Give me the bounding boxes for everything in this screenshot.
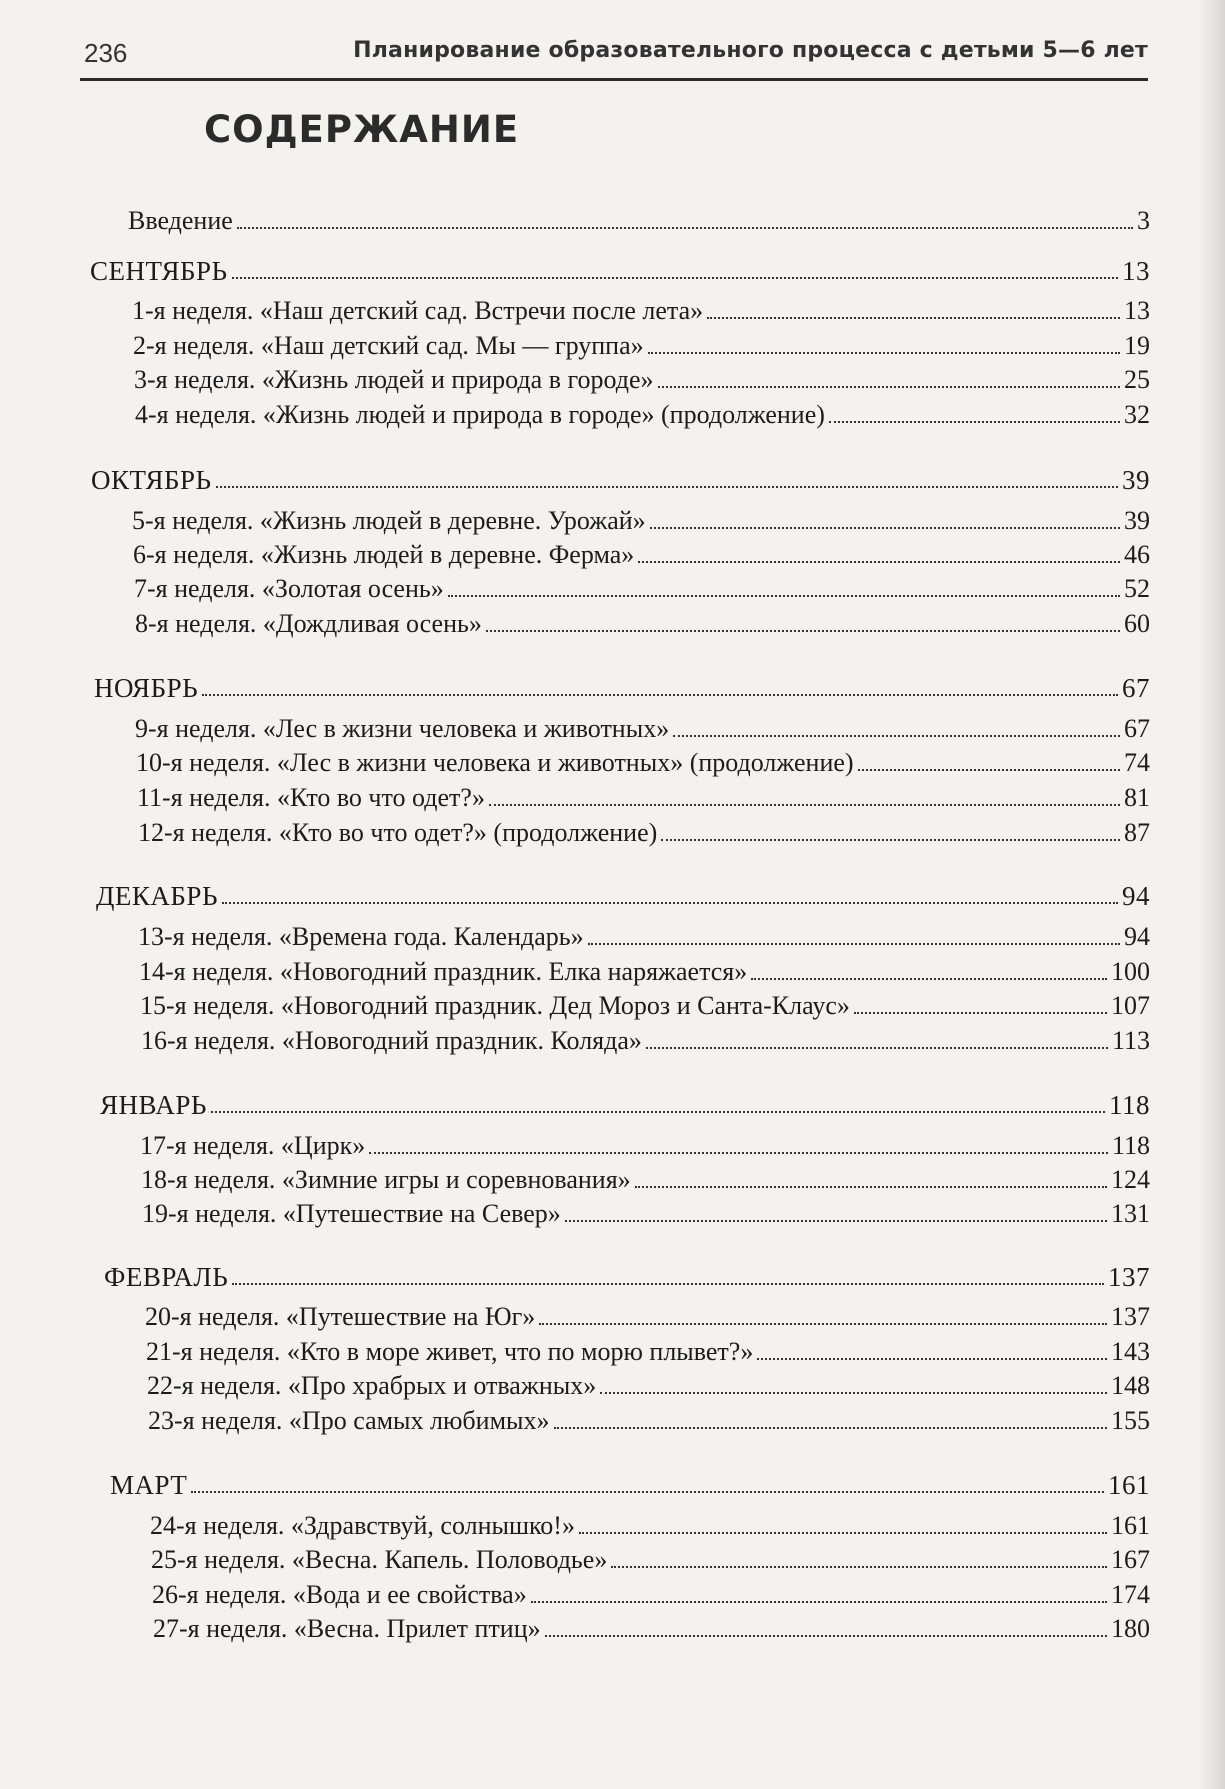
dot-leader [707,317,1120,319]
toc-entry-label: 11-я неделя. «Кто во что одет?» [137,783,485,812]
toc-entry-page: 25 [1124,365,1150,394]
toc-entry-label: 24-я неделя. «Здравствуй, солнышко!» [150,1511,575,1540]
toc-month-label: МАРТ [110,1470,188,1500]
dot-leader [858,769,1120,771]
toc-entry-intro[interactable] [128,206,1150,236]
dot-leader [611,1566,1107,1568]
toc-month-page: 118 [1109,1090,1150,1120]
toc-entry-week[interactable] [140,991,1150,1021]
toc-entry-page: 39 [1124,506,1150,535]
dot-leader [486,630,1120,632]
toc-month-label: ОКТЯБРЬ [91,465,212,495]
toc-entry-label: 20-я неделя. «Путешествие на Юг» [145,1302,536,1331]
toc-entry-week[interactable] [150,1511,1150,1541]
toc-entry-page: 161 [1111,1511,1150,1540]
toc-entry-week[interactable] [132,506,1150,536]
toc-entry-label: 10-я неделя. «Лес в жизни человека и животных» (продолжение) [136,748,854,777]
toc-entry-week[interactable] [133,540,1150,570]
toc-entry-page: 46 [1124,540,1150,569]
toc-month-page: 39 [1122,465,1150,495]
dot-leader [565,1220,1107,1222]
toc-entry-label: 17-я неделя. «Цирк» [140,1131,366,1160]
toc-entry-label: 6-я неделя. «Жизнь людей в деревне. Ферма» [133,540,635,569]
toc-month-page: 13 [1122,256,1150,286]
toc-entry-week[interactable] [148,1406,1150,1436]
toc-entry-page: 52 [1124,574,1150,603]
toc-entry-week[interactable] [146,1337,1150,1367]
dot-leader [757,1358,1107,1360]
toc-entry-week[interactable] [151,1545,1150,1575]
toc-entry-week[interactable] [134,365,1150,395]
toc-entry-label: 14-я неделя. «Новогодний праздник. Елка наряжается» [139,957,748,986]
dot-leader [191,1491,1104,1493]
dot-leader [545,1635,1107,1637]
toc-entry-week[interactable] [134,574,1150,604]
toc-month-6[interactable] [110,1470,1150,1500]
toc-entry-page: 148 [1111,1371,1150,1400]
toc-entry-week[interactable] [152,1580,1150,1610]
toc-entry-page: 81 [1124,783,1150,812]
toc-entry-label: 21-я неделя. «Кто в море живет, что по морю плывет?» [146,1337,754,1366]
dot-leader [232,277,1119,279]
toc-entry-page: 143 [1111,1337,1150,1366]
toc-entry-label: 18-я неделя. «Зимние игры и соревнования» [141,1165,631,1194]
toc-month-1[interactable] [91,465,1150,495]
toc-entry-week[interactable] [132,296,1150,326]
toc-entry-label: 26-я неделя. «Вода и ее свойства» [152,1580,527,1609]
dot-leader [489,804,1120,806]
toc-entry-week[interactable] [141,1165,1150,1195]
toc-entry-label: 5-я неделя. «Жизнь людей в деревне. Урожай» [132,506,646,535]
toc-entry-week[interactable] [141,1026,1150,1056]
toc-month-label: СЕНТЯБРЬ [90,256,228,286]
toc-entry-page: 19 [1124,331,1150,360]
toc-entry-page: 113 [1111,1026,1150,1055]
toc-entry-label: 7-я неделя. «Золотая осень» [134,574,444,603]
toc-entry-week[interactable] [145,1302,1150,1332]
dot-leader [579,1532,1107,1534]
toc-entry-label: 2-я неделя. «Наш детский сад. Мы — группа» [133,331,644,360]
toc-month-label: ДЕКАБРЬ [96,881,218,911]
dot-leader [554,1427,1108,1429]
toc-entry-label: 12-я неделя. «Кто во что одет?» (продолжение) [138,818,658,847]
dot-leader [588,943,1120,945]
page-header [80,38,1148,81]
dot-leader [202,694,1118,696]
toc-entry-label: 1-я неделя. «Наш детский сад. Встречи после лета» [132,296,704,325]
toc-entry-label: 3-я неделя. «Жизнь людей и природа в городе» [134,365,654,394]
dot-leader [650,527,1120,529]
toc-entry-label: 9-я неделя. «Лес в жизни человека и животных» [135,714,670,743]
toc-entry-page: 167 [1111,1545,1150,1574]
dot-leader [635,1186,1107,1188]
toc-entry-page: 94 [1124,922,1150,951]
toc-entry-label: 16-я неделя. «Новогодний праздник. Коляда» [141,1026,642,1055]
dot-leader [237,227,1133,229]
toc-month-2[interactable] [94,673,1150,703]
dot-leader [658,386,1120,388]
toc-entry-label: 27-я неделя. «Весна. Прилет птиц» [153,1614,541,1643]
dot-leader [531,1601,1107,1603]
toc-entry-week[interactable] [135,714,1150,744]
toc-entry-week[interactable] [153,1614,1150,1644]
toc-month-3[interactable] [96,881,1150,911]
toc-entry-label: 8-я неделя. «Дождливая осень» [135,609,482,638]
toc-entry-page: 100 [1111,957,1150,986]
toc-entry-page: 60 [1124,609,1150,638]
running-title: Планирование образовательного процесса с детьми 5—6 лет [353,38,1148,63]
toc-entry-page: 67 [1124,714,1150,743]
toc-entry-page: 74 [1124,748,1150,777]
toc-entry-label: 15-я неделя. «Новогодний праздник. Дед Мороз и Санта-Клаус» [140,991,850,1020]
dot-leader [222,902,1118,904]
toc-entry-label: Введение [128,206,233,235]
toc-entry-label: 25-я неделя. «Весна. Капель. Половодье» [151,1545,608,1574]
toc-month-label: НОЯБРЬ [94,673,199,703]
toc-entry-page: 137 [1111,1302,1150,1331]
dot-leader [646,1047,1108,1049]
page-number: 236 [84,38,128,68]
toc-entry-week[interactable] [140,1131,1150,1161]
dot-leader [673,735,1120,737]
toc-entry-page: 107 [1111,991,1150,1020]
toc-entry-page: 180 [1111,1614,1150,1643]
toc-entry-page: 131 [1111,1199,1150,1228]
dot-leader [232,1283,1104,1285]
toc-entry-page: 13 [1124,296,1150,325]
dot-leader [216,486,1118,488]
toc-entry-page: 87 [1124,818,1150,847]
toc-entry-week[interactable] [135,609,1150,639]
toc-entry-label: 4-я неделя. «Жизнь людей и природа в городе» (продолжение) [135,400,825,429]
dot-leader [211,1111,1105,1113]
toc-entry-week[interactable] [133,331,1150,361]
toc-month-5[interactable] [104,1262,1150,1292]
toc-entry-week[interactable] [139,957,1150,987]
toc-entry-page: 3 [1137,206,1150,235]
toc-entry-week[interactable] [138,922,1150,952]
dot-leader [751,978,1107,980]
toc-entry-label: 13-я неделя. «Времена года. Календарь» [138,922,584,951]
toc-entry-week[interactable] [136,748,1150,778]
toc-entry-page: 155 [1111,1406,1150,1435]
dot-leader [854,1012,1107,1014]
toc-month-label: ЯНВАРЬ [100,1090,207,1120]
toc-entry-page: 124 [1111,1165,1150,1194]
toc-entry-page: 32 [1124,400,1150,429]
toc-month-page: 137 [1108,1262,1150,1292]
toc-month-page: 67 [1122,673,1150,703]
toc-title: СОДЕРЖАНИЕ [204,108,520,151]
toc-month-4[interactable] [100,1090,1150,1120]
toc-entry-page: 174 [1111,1580,1150,1609]
dot-leader [600,1392,1107,1394]
toc-entry-page: 118 [1111,1131,1150,1160]
toc-entry-label: 19-я неделя. «Путешествие на Север» [142,1199,561,1228]
toc-entry-week[interactable] [142,1199,1150,1229]
toc-month-0[interactable] [90,256,1150,286]
dot-leader [448,595,1120,597]
dot-leader [539,1323,1107,1325]
toc-entry-week[interactable] [135,400,1150,430]
toc-month-label: ФЕВРАЛЬ [104,1262,229,1292]
dot-leader [829,421,1120,423]
dot-leader [369,1152,1108,1154]
toc-month-page: 161 [1108,1470,1150,1500]
toc-entry-label: 22-я неделя. «Про храбрых и отважных» [147,1371,597,1400]
toc-entry-week[interactable] [137,783,1150,813]
toc-entry-label: 23-я неделя. «Про самых любимых» [148,1406,550,1435]
dot-leader [648,352,1120,354]
page-edge-shadow [1197,0,1225,1789]
toc-month-page: 94 [1122,881,1150,911]
toc-entry-week[interactable] [147,1371,1150,1401]
toc-entry-week[interactable] [138,818,1150,848]
dot-leader [661,839,1120,841]
dot-leader [638,561,1120,563]
